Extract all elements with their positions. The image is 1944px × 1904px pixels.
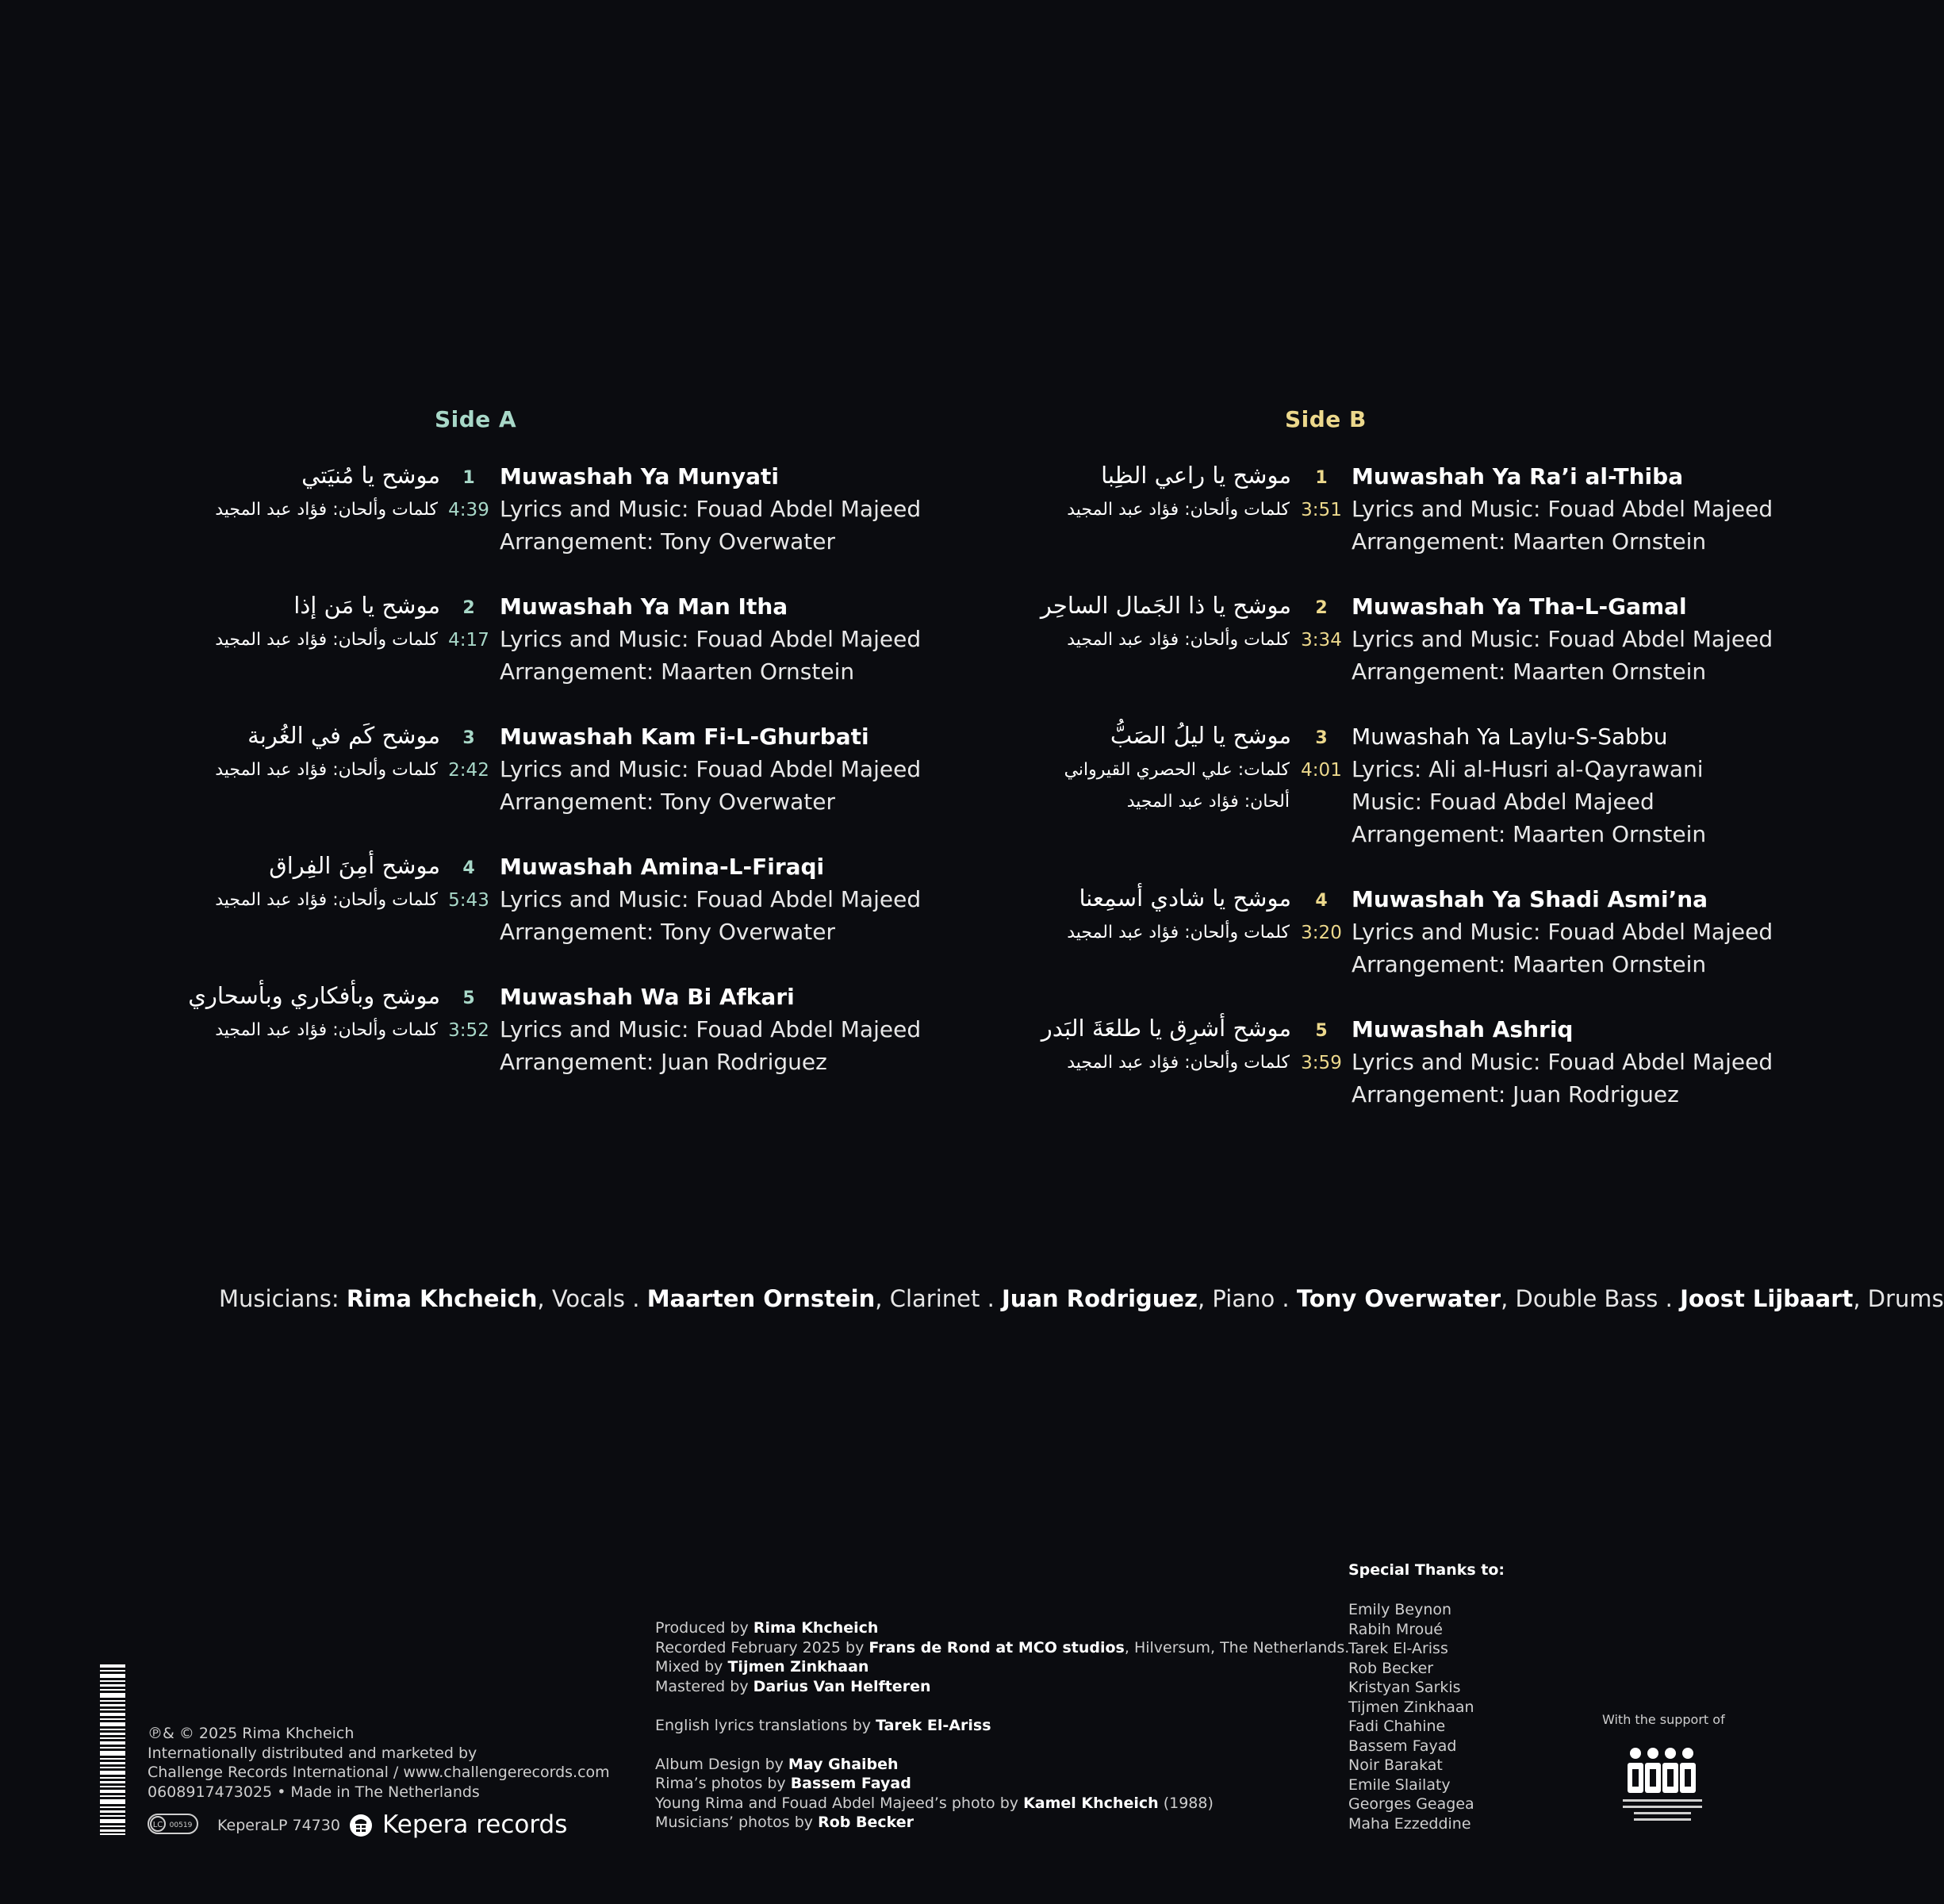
musician-name: Tony Overwater <box>1296 1285 1501 1312</box>
track-credit-line: Arrangement: Juan Rodriguez <box>1352 1081 1679 1107</box>
track-duration: 3:20 <box>1301 923 1342 943</box>
thanks-name: Tijmen Zinkhaan <box>1348 1698 1474 1716</box>
credit-recorded: Recorded February 2025 by Frans de Rond at MCO studios, Hilversum, The Netherlands. <box>655 1638 1350 1656</box>
musician-role: , Double Bass . <box>1501 1285 1681 1312</box>
musician-name: Maarten Ornstein <box>646 1285 876 1312</box>
credit-musicians-photos: Musicians’ photos by Rob Becker <box>655 1814 914 1831</box>
track-credit-line: Arrangement: Maarten Ornstein <box>500 658 855 685</box>
track-arabic-credit: كلمات وألحان: فؤاد عبد المجيد <box>1067 630 1290 650</box>
track-number: 1 <box>462 468 475 488</box>
track-credit-line: Lyrics and Music: Fouad Abdel Majeed <box>500 886 922 912</box>
side-a-title: Side A <box>435 406 517 432</box>
track-duration: 4:39 <box>448 500 489 520</box>
track-title: Muwashah Ya Shadi Asmi’na <box>1352 886 1708 912</box>
track-credit-line: Arrangement: Maarten Ornstein <box>1352 821 1707 847</box>
track-arabic-credit: كلمات وألحان: فؤاد عبد المجيد <box>215 890 438 910</box>
musician-role: , Piano . <box>1197 1285 1297 1312</box>
track-arabic-credit: كلمات وألحان: فؤاد عبد المجيد <box>215 500 438 520</box>
track-credit-line: Lyrics and Music: Fouad Abdel Majeed <box>500 756 922 782</box>
credit-rima-photos: Rima’s photos by Bassem Fayad <box>655 1775 911 1792</box>
track-credit-line: Arrangement: Maarten Ornstein <box>1352 658 1707 685</box>
track-arabic-credit: كلمات وألحان: فؤاد عبد المجيد <box>215 630 438 650</box>
musician-name: Juan Rodriguez <box>1002 1285 1198 1312</box>
track-duration: 2:42 <box>448 760 489 781</box>
afac-logo <box>1620 1742 1707 1834</box>
track-arabic-title: موشح كَم في الغُربة <box>247 722 440 749</box>
track-number: 5 <box>1315 1021 1328 1041</box>
credit-mixed: Mixed by Tijmen Zinkhaan <box>655 1658 869 1676</box>
special-thanks-title: Special Thanks to: <box>1348 1561 1505 1579</box>
track-arabic-credit: كلمات وألحان: فؤاد عبد المجيد <box>1067 923 1290 942</box>
track-number: 2 <box>1315 598 1328 618</box>
thanks-name: Tarek El-Ariss <box>1348 1640 1448 1657</box>
copyright-block <box>148 1724 610 1802</box>
track-arabic-title: موشح أشرِق يا طلعَةَ البَدر <box>1041 1015 1291 1042</box>
support-label: With the support of <box>1602 1712 1725 1727</box>
musician-name: Rima Khcheich <box>346 1285 538 1312</box>
track-number: 4 <box>1315 891 1328 911</box>
special-thanks-list <box>1348 1600 1474 1833</box>
thanks-name: Noir Barakat <box>1348 1756 1443 1774</box>
track-credit-line: Lyrics and Music: Fouad Abdel Majeed <box>500 626 922 652</box>
distribution-line: Internationally distributed and marketed by <box>148 1744 477 1762</box>
credit-translations: English lyrics translations by Tarek El-Ariss <box>655 1716 991 1734</box>
track-title: Muwashah Amina-L-Firaqi <box>500 854 825 880</box>
track-arabic-title: موشح يا مُنيَتي <box>301 462 440 489</box>
track-arabic-title: موشح يا ليلُ الصَبُّ <box>1110 722 1291 749</box>
thanks-name: Kristyan Sarkis <box>1348 1679 1461 1696</box>
thanks-name: Bassem Fayad <box>1348 1737 1457 1755</box>
credit-young-photo: Young Rima and Fouad Abdel Majeed’s photo by Kamel Khcheich (1988) <box>655 1794 1214 1812</box>
thanks-name: Emily Beynon <box>1348 1601 1452 1618</box>
copyright-line: ℗& © 2025 Rima Khcheich <box>148 1725 355 1742</box>
track-number: 4 <box>462 858 475 878</box>
track-credit-line: Lyrics and Music: Fouad Abdel Majeed <box>500 496 922 522</box>
track-arabic-credit: كلمات وألحان: فؤاد عبد المجيد <box>215 760 438 780</box>
track-credit-line: Lyrics and Music: Fouad Abdel Majeed <box>1352 1049 1773 1075</box>
production-credits <box>655 1618 1349 1833</box>
track-title: Muwashah Kam Fi-L-Ghurbati <box>500 724 869 750</box>
track-duration: 3:59 <box>1301 1053 1342 1073</box>
track-number: 3 <box>1315 728 1328 748</box>
track-credit-line: Arrangement: Juan Rodriguez <box>500 1049 827 1075</box>
distributor-line: Challenge Records International / www.challengerecords.com <box>148 1764 610 1781</box>
svg-text:LC: LC <box>152 1821 163 1829</box>
credit-produced: Produced by Rima Khcheich <box>655 1619 879 1637</box>
track-arabic-title: موشح يا راعي الظِبا <box>1101 462 1291 489</box>
thanks-name: Fadi Chahine <box>1348 1718 1446 1735</box>
track-arabic-title: موشح يا شادي أسمِعنا <box>1079 885 1291 912</box>
side-b-title: Side B <box>1285 406 1367 432</box>
track-number: 3 <box>462 728 475 748</box>
track-number: 1 <box>1315 468 1328 488</box>
track-credit-line: Arrangement: Tony Overwater <box>500 919 835 945</box>
credit-mastered: Mastered by Darius Van Helfteren <box>655 1677 931 1695</box>
musician-role: , Drums <box>1853 1285 1944 1312</box>
barcode <box>100 1664 125 1835</box>
track-arabic-credit-music: ألحان: فؤاد عبد المجيد <box>1126 792 1290 812</box>
track-credit-line: Lyrics and Music: Fouad Abdel Majeed <box>1352 626 1773 652</box>
track-title: Muwashah Ya Man Itha <box>500 593 788 620</box>
track-title: Muwashah Ashriq <box>1352 1016 1574 1042</box>
musician-role: , Vocals . <box>537 1285 647 1312</box>
track-duration: 3:34 <box>1301 630 1342 651</box>
track-credit-line: Arrangement: Maarten Ornstein <box>1352 528 1707 555</box>
kepera-scarab-icon <box>349 1814 373 1837</box>
track-arabic-credit: كلمات وألحان: فؤاد عبد المجيد <box>1067 500 1290 520</box>
musicians-line <box>219 1285 1944 1312</box>
track-number: 2 <box>462 598 475 618</box>
track-duration: 4:01 <box>1301 760 1342 781</box>
musicians-label: Musicians: <box>219 1285 339 1312</box>
track-arabic-title: موشح وبأفكاري وبأسحاري <box>188 982 440 1009</box>
thanks-name: Emile Slailaty <box>1348 1775 1451 1794</box>
ean-line: 0608917473025 • Made in The Netherlands <box>148 1783 480 1801</box>
track-duration: 3:51 <box>1301 500 1342 520</box>
thanks-name: Rabih Mroué <box>1348 1620 1443 1638</box>
track-arabic-credit: كلمات: علي الحصري القيرواني <box>1064 760 1290 780</box>
track-duration: 3:52 <box>448 1020 489 1041</box>
track-title: Muwashah Ya Laylu-S-Sabbu <box>1352 724 1668 750</box>
track-title: Muwashah Ya Tha-L-Gamal <box>1352 593 1687 620</box>
track-credit-line: Arrangement: Maarten Ornstein <box>1352 951 1707 977</box>
track-duration: 4:17 <box>448 630 489 651</box>
track-credit-line: Lyrics: Ali al-Husri al-Qayrawani <box>1352 756 1704 782</box>
track-arabic-credit: كلمات وألحان: فؤاد عبد المجيد <box>215 1020 438 1040</box>
track-credit-line: Arrangement: Tony Overwater <box>500 528 835 555</box>
thanks-name: Rob Becker <box>1348 1659 1434 1677</box>
musician-role: , Clarinet . <box>875 1285 1003 1312</box>
label-name: Kepera records <box>382 1810 568 1839</box>
track-title: Muwashah Wa Bi Afkari <box>500 984 795 1010</box>
label-code-icon <box>148 1814 198 1834</box>
track-arabic-title: موشح يا مَن إذا <box>293 592 440 619</box>
track-credit-line: Lyrics and Music: Fouad Abdel Majeed <box>500 1016 922 1042</box>
thanks-name: Georges Geagea <box>1348 1795 1474 1813</box>
catalog-number: KeperaLP 74730 <box>217 1817 340 1834</box>
track-credit-line: Arrangement: Tony Overwater <box>500 789 835 815</box>
track-credit-line: Music: Fouad Abdel Majeed <box>1352 789 1655 815</box>
track-arabic-title: موشح أمِنَ الفِراق <box>269 852 440 879</box>
track-arabic-credit: كلمات وألحان: فؤاد عبد المجيد <box>1067 1053 1290 1073</box>
track-title: Muwashah Ya Munyati <box>500 463 779 489</box>
credit-design: Album Design by May Ghaibeh <box>655 1755 899 1773</box>
barcode-graphic <box>100 1664 125 1835</box>
track-arabic-title: موشح يا ذا الجَمال الساحِر <box>1040 592 1291 619</box>
track-number: 5 <box>462 988 475 1008</box>
track-title: Muwashah Ya Ra’i al-Thiba <box>1352 463 1684 489</box>
svg-text:00519: 00519 <box>169 1821 193 1829</box>
track-credit-line: Lyrics and Music: Fouad Abdel Majeed <box>1352 919 1773 945</box>
afac-logo-mark <box>1620 1742 1707 1831</box>
musician-name: Joost Lijbaart <box>1680 1285 1854 1312</box>
track-duration: 5:43 <box>448 890 489 911</box>
track-credit-line: Lyrics and Music: Fouad Abdel Majeed <box>1352 496 1773 522</box>
thanks-name: Maha Ezzeddine <box>1348 1814 1471 1833</box>
